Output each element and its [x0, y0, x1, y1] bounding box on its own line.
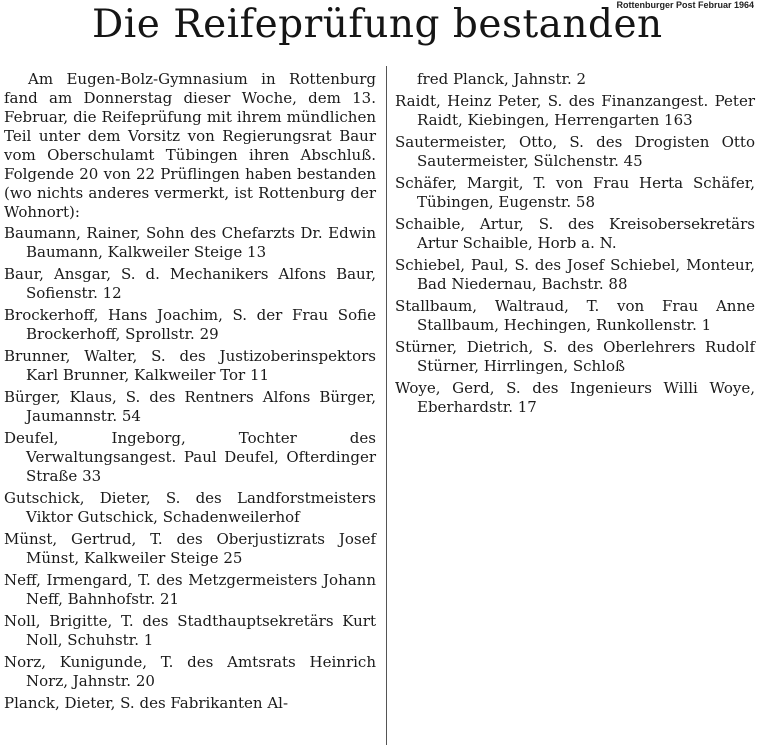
column-divider [386, 66, 387, 745]
graduate-entry: Schaible, Artur, S. des Kreisobersekretärs Artur Schaible, Horb a. N. [395, 215, 755, 252]
graduate-entry: Norz, Kunigunde, T. des Amtsrats Heinrich Norz, Jahnstr. 20 [4, 653, 376, 690]
graduate-entry: Neff, Irmengard, T. des Metzgermeisters Johann Neff, Bahnhofstr. 21 [4, 571, 376, 608]
graduate-entry: Woye, Gerd, S. des Ingenieurs Willi Woye, Eberhardstr. 17 [395, 379, 755, 416]
graduate-entry: Brunner, Walter, S. des Justizoberinspektors Karl Brunner, Kalkweiler Tor 11 [4, 347, 376, 384]
graduate-entry-continuation: fred Planck, Jahnstr. 2 [417, 70, 587, 88]
graduate-entry: Schäfer, Margit, T. von Frau Herta Schäfer, Tübingen, Eugenstr. 58 [395, 174, 755, 211]
right-column [395, 70, 755, 420]
graduate-entry: Stallbaum, Waltraud, T. von Frau Anne Stallbaum, Hechingen, Runkollenstr. 1 [395, 297, 755, 334]
graduate-entry: Münst, Gertrud, T. des Oberjustizrats Josef Münst, Kalkweiler Steige 25 [4, 530, 376, 567]
source-caption: Rottenburger Post Februar 1964 [616, 0, 754, 10]
graduate-entry: Bürger, Klaus, S. des Rentners Alfons Bürger, Jaumannstr. 54 [4, 388, 376, 425]
graduate-entry: Schiebel, Paul, S. des Josef Schiebel, Monteur, Bad Niedernau, Bachstr. 88 [395, 256, 755, 293]
left-column [4, 70, 376, 716]
graduate-entry: Baumann, Rainer, Sohn des Chefarzts Dr. Edwin Baumann, Kalkweiler Steige 13 [4, 224, 376, 261]
graduate-entry: Gutschick, Dieter, S. des Landforstmeisters Viktor Gutschick, Schadenweilerhof [4, 489, 376, 526]
graduate-entry: Sautermeister, Otto, S. des Drogisten Otto Sautermeister, Sülchenstr. 45 [395, 133, 755, 170]
graduate-entry: Raidt, Heinz Peter, S. des Finanzangest. Peter Raidt, Kiebingen, Herrengarten 163 [395, 92, 755, 129]
graduate-entry: Brockerhoff, Hans Joachim, S. der Frau Sofie Brockerhoff, Sprollstr. 29 [4, 306, 376, 343]
graduate-entry: Stürner, Dietrich, S. des Oberlehrers Rudolf Stürner, Hirrlingen, Schloß [395, 338, 755, 375]
graduate-entry: Baur, Ansgar, S. d. Mechanikers Alfons Baur, Sofienstr. 12 [4, 265, 376, 302]
graduate-entry: Planck, Dieter, S. des Fabrikanten Al- [4, 694, 289, 712]
graduate-entry: Deufel, Ingeborg, Tochter des Verwaltungsangest. Paul Deufel, Ofterdinger Straße 33 [4, 429, 376, 485]
headline: Die Reifeprüfung bestanden [92, 2, 663, 47]
intro-paragraph: Am Eugen-Bolz-Gymnasium in Rottenburg fand am Donnerstag dieser Woche, dem 13. Februar, die Reifeprüfung mit ihrem mündlichen Teil unter dem Vorsitz von Regierungsrat Baur vom Oberschulamt Tübingen ihren Abschluß. Folgende 20 von 22 Prüflingen haben bestanden (wo nichts anderes vermerkt, ist Rottenburg der Wohnort): [4, 70, 376, 221]
graduate-entry: Noll, Brigitte, T. des Stadthauptsekretärs Kurt Noll, Schuhstr. 1 [4, 612, 376, 649]
